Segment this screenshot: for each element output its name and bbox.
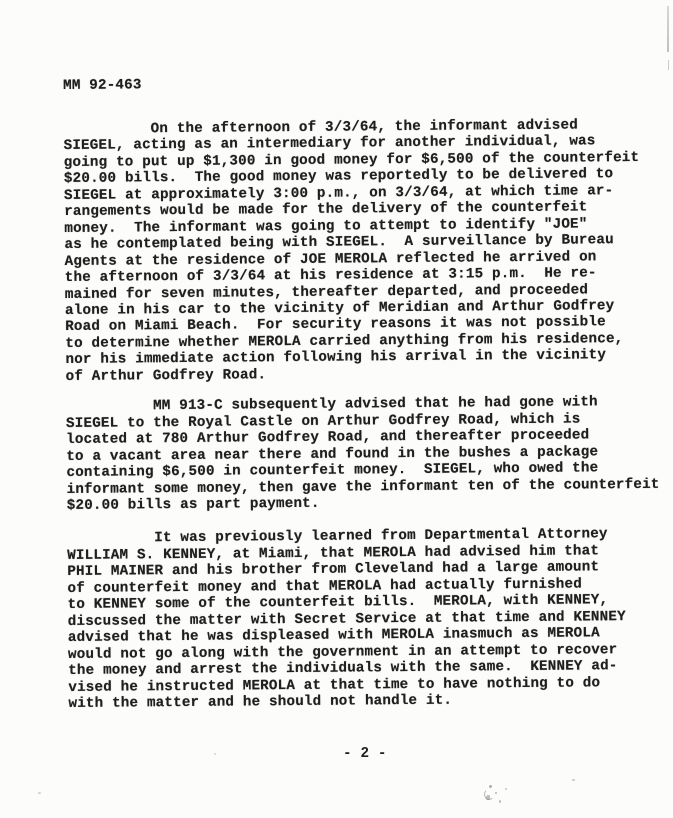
paragraph-1: On the afternoon of 3/3/64, the informant advised SIEGEL, acting as an intermediary for another individual, was going to put up $1,300 in good money for $6,500 of the counterfeit $20.00 bills. The good money was reportedly to be delivered to SIEGEL at approximately 3:00 p.m., on 3/3/64, at which time ar- rangements would be made for the delivery of the counterfeit money. The informant was going to attempt to identify "JOE" as he contemplated being with SIEGEL. A surveillance by Bureau Agents at the residence of JOE MEROLA reflected he arrived on the afternoon of 3/3/64 at his residence at 3:15 p.m. He re- mained for seven minutes, thereafter departed, and proceeded alone in his car to the vicinity of Meridian and Arthur Godfrey Road on Miami Beach. For security reasons it was not possible to determine whether MEROLA carried anything from his residence, nor his immediate action following his arrival in the vicinity of Arthur Godfrey Road. — [63, 117, 640, 385]
paragraph-2: MM 913-C subsequently advised that he had gone with SIEGEL to the Royal Castle on Arthur Godfrey Road, which is located at 780 Arthur Godfrey Road, and thereafter proceeded to a vacant area near there and found in the bushes a package containing $6,500 in counterfeit money. SIEGEL, who owed the informant some money, then gave the informant ten of the counterfeit $20.00 bills as part payment. — [65, 394, 660, 514]
scan-pencil-mark — [484, 789, 494, 800]
page-number: - 2 - — [343, 746, 387, 762]
scan-speckle — [495, 792, 497, 794]
scan-speckle — [505, 788, 507, 790]
scan-speckle — [214, 753, 216, 755]
document-content — [63, 73, 665, 727]
scan-speckle — [38, 792, 41, 794]
scan-speckle — [489, 785, 492, 788]
scan-edge-mark — [668, 60, 669, 70]
paragraph-3: It was previously learned from Departmental Attorney WILLIAM S. KENNEY, at Miami, that MEROLA had advised him that PHIL MAINER and his brother from Cleveland had a large amount of counterfeit money and that MEROLA had actually furnished to KENNEY some of the counterfeit bills. MEROLA, with KENNEY, discussed the matter with Secret Service at that time and KENNEY advised that he was displeased with MEROLA inasmuch as MEROLA would not go along with the government in an attempt to recover the money and arrest the individuals with the same. KENNEY ad- vised he instructed MEROLA at that time to have nothing to do with the matter and he should not handle it. — [66, 526, 626, 712]
file-number: MM 92-463 — [63, 77, 142, 94]
scan-speckle — [572, 779, 575, 781]
scan-speckle — [499, 800, 501, 803]
scan-edge-mark — [667, 6, 669, 52]
